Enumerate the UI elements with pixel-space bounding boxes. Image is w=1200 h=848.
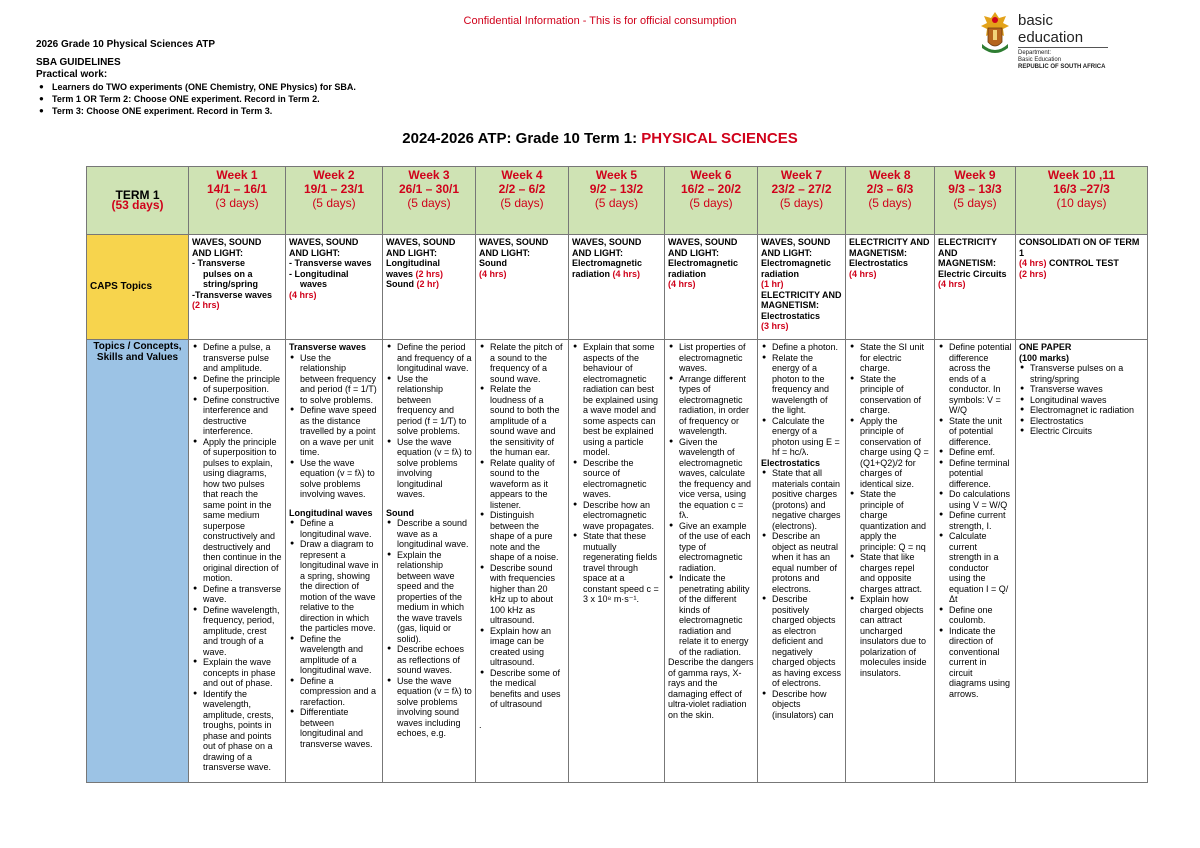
caps-text: string/spring [203, 279, 259, 289]
caps-text: - Transverse [192, 258, 246, 268]
caps-text: ELECTRICITY AND MAGNETISM: [761, 289, 842, 310]
caps-text: WAVES, SOUND AND LIGHT: [761, 237, 831, 258]
caps-cell-week-8 [846, 235, 935, 340]
topic-item: ● Relate the energy of a photon to the frequency and wavelength of the light. [761, 353, 842, 416]
week-label: Week 7 [780, 168, 823, 182]
atp-table [86, 166, 1148, 783]
topic-item: ● Define current strength, I. [938, 510, 1012, 531]
week-label: Week 1 [216, 168, 258, 182]
caps-text: WAVES, SOUND AND LIGHT: [192, 237, 262, 258]
caps-text: Electrostatics [761, 310, 821, 321]
caps-hours: (2 hr) [416, 279, 440, 289]
week-header-1 [189, 167, 286, 235]
caps-cell-week-7 [758, 235, 846, 340]
week-days: (5 days) [500, 196, 544, 210]
caps-text: Electromagnetic radiation [572, 258, 643, 279]
caps-text: Sound [386, 279, 414, 289]
week-label: Week 2 [313, 168, 355, 182]
topic-item: ● Apply the principle of superposition to pulses to explain, using diagrams, how two pulses that reach the same point in the same medium superpose constructively and destructively and then continue in the original direction of motion. [192, 437, 282, 584]
week-label: Week 10 ,11 [1047, 168, 1116, 182]
topic-item: ● Transverse waves [1019, 384, 1144, 395]
caps-cell-week-4 [476, 235, 569, 340]
caps-cell-week-9 [935, 235, 1016, 340]
topic-item: ● Explain how an image can be created using ultrasound. [479, 626, 565, 668]
topic-item: ● Calculate the energy of a photon using E = hf = hc/λ. [761, 416, 842, 458]
topic-item: ● Relate the pitch of a sound to the frequency of a sound wave. [479, 342, 565, 384]
topic-item: ● State the principle of charge quantization and apply the principle: Q = nq [849, 489, 931, 552]
week-days: (5 days) [594, 196, 639, 210]
week-header-2 [286, 167, 383, 235]
department-logo [978, 10, 1108, 70]
logo-title: basic education [1018, 12, 1084, 46]
caps-hours: (4 hrs) [938, 279, 966, 289]
caps-topics-label: CAPS Topics [87, 235, 189, 340]
topics-cell-week-4 [476, 340, 569, 783]
topic-item: ● List properties of electromagnetic waves. [668, 342, 754, 374]
topic-item: ● Define emf. [938, 447, 1012, 458]
week-dates: 19/1 – 23/1 [303, 182, 365, 196]
topic-item: ● Describe some of the medical benefits and uses of ultrasound [479, 668, 565, 710]
topic-list [849, 342, 931, 678]
week-dates: 9/3 – 13/3 [948, 182, 1002, 196]
caps-text: Longitudinal [386, 258, 440, 268]
caps-text: CONTROL TEST [1049, 258, 1119, 268]
caps-text: Electric Circuits [938, 268, 1007, 279]
topics-cell-week-6 [665, 340, 758, 783]
topic-item: ● Explain the wave concepts in phase and out of phase. [192, 657, 282, 689]
caps-cell-week-10 [1016, 235, 1148, 340]
topic-item: ● Use the relationship between frequency and period (f = 1/T) to solve problems. [289, 353, 379, 406]
caps-text: -Transverse waves [192, 289, 273, 300]
topic-item: ● Identify the wavelength, amplitude, crests, troughs, points in phase and points out of phase on a drawing of a transverse wave. [192, 689, 282, 773]
caps-text: Sound [479, 258, 507, 268]
caps-hours: (4 hrs) [849, 268, 877, 279]
topic-list [572, 342, 661, 605]
week-label: Week 5 [595, 168, 638, 182]
logo-text [1018, 12, 1108, 71]
term-header [87, 167, 189, 235]
week-days: (5 days) [312, 196, 356, 210]
caps-hours: (4 hrs) [289, 289, 317, 300]
caps-hours: (2 hrs) [192, 300, 220, 310]
topics-cell-week-1 [189, 340, 286, 783]
week-header-row [87, 167, 1148, 235]
week-dates: 14/1 – 16/1 [206, 182, 268, 196]
page-title [0, 130, 1200, 147]
topic-item: ● Draw a diagram to represent a longitudinal wave in a spring, showing the direction of motion of the wave relative to the direction in which the particles move. [289, 539, 379, 634]
caps-hours: (3 hrs) [761, 321, 789, 331]
topic-list [386, 342, 472, 500]
topic-item: ● Differentiate between longitudinal and transverse waves. [289, 707, 379, 749]
week-days: (5 days) [407, 196, 451, 210]
topic-item: ● Describe an object as neutral when it has an equal number of protons and electrons. [761, 531, 842, 594]
topic-item: ● Indicate the direction of conventional current in circuit diagrams using arrows. [938, 626, 1012, 700]
topic-item: ● Use the relationship between frequency and period (f = 1/T) to solve problems. [386, 374, 472, 437]
caps-text [1019, 258, 1144, 269]
caps-cell-week-6 [665, 235, 758, 340]
caps-text: WAVES, SOUND AND LIGHT: [386, 237, 456, 258]
week-days: (10 days) [1056, 196, 1107, 210]
topic-subheading: Longitudinal waves [289, 507, 373, 518]
caps-cell-week-1 [189, 235, 286, 340]
topic-item: ● Relate quality of sound to the waveform as it appears to the listener. [479, 458, 565, 511]
caps-hours: (2 hrs) [1019, 268, 1047, 279]
topic-item: ● Describe how objects (insulators) can [761, 689, 842, 721]
topic-subheading: Transverse waves [289, 342, 367, 352]
week-days: (5 days) [953, 196, 997, 210]
caps-hours: (4 hrs) [1019, 258, 1047, 268]
topic-item: ● Arrange different types of electromagnetic radiation, in order of frequency or wavelength. [668, 374, 754, 437]
topic-item: ● Describe echoes as reflections of sound waves. [386, 644, 472, 676]
logo-line [1018, 64, 1108, 71]
week-header-10 [1016, 167, 1148, 235]
caps-text: waves [386, 268, 414, 279]
topic-item: ● State the unit of potential difference. [938, 416, 1012, 448]
term-title: TERM 1 [115, 187, 160, 202]
topic-list [1019, 363, 1144, 437]
topics-label: Topics / Concepts, Skills and Values [87, 340, 189, 783]
week-dates: 26/1 – 30/1 [398, 182, 460, 196]
topic-list [761, 468, 842, 720]
topic-item: ● Define one coulomb. [938, 605, 1012, 626]
caps-cell-week-5 [569, 235, 665, 340]
caps-hours: (2 hrs) [415, 268, 444, 279]
caps-text: CONSOLIDATI ON OF TERM 1 [1019, 237, 1140, 258]
week-days: (3 days) [215, 196, 259, 210]
topic-item: ● Transverse pulses on a string/spring [1019, 363, 1144, 384]
caps-text [386, 269, 472, 280]
week-header-8 [846, 167, 935, 235]
topic-item: ● Define a photon. [761, 342, 842, 353]
topic-item: ● Apply the principle of conservation of charge using Q = (Q1+Q2)/2 for charges of identical size. [849, 416, 931, 490]
topic-item: ● Define terminal potential difference. [938, 458, 1012, 490]
topic-item: ● Do calculations using V = W/Q [938, 489, 1012, 510]
caps-text: WAVES, SOUND AND LIGHT: [479, 237, 549, 258]
topic-tail: Describe the dangers of gamma rays, X-rays and the damaging effect of ultra-violet radiation on the skin. [668, 657, 754, 720]
topic-item: ● Electric Circuits [1019, 426, 1144, 437]
logo-line: Basic Education [1018, 57, 1062, 63]
topic-item: ● State that all materials contain positive charges (protons) and negative charges (electrons). [761, 468, 842, 531]
topic-item: ● Explain how charged objects can attract uncharged insulators due to polarization of molecules inside insulators. [849, 594, 931, 678]
week-header-6 [665, 167, 758, 235]
topic-item: ● State that like charges repel and opposite charges attract. [849, 552, 931, 594]
topic-item: ● Define a transverse wave. [192, 584, 282, 605]
caps-text [386, 279, 472, 290]
topics-cell-week-10 [1016, 340, 1148, 783]
caps-text: Electromagnetic radiation [761, 258, 832, 279]
topic-item: ● State the SI unit for electric charge. [849, 342, 931, 374]
topic-subheading: (100 marks) [1019, 352, 1070, 363]
week-label: Week 3 [408, 168, 450, 182]
topic-list [386, 518, 472, 739]
topic-item: ● Give an example of the use of each type of electromagnetic radiation. [668, 521, 754, 574]
document-title: 2026 Grade 10 Physical Sciences ATP [36, 39, 215, 50]
week-dates: 16/3 –27/3 [1053, 182, 1110, 196]
topic-list [289, 518, 379, 749]
week-dates: 2/2 – 6/2 [498, 182, 546, 196]
topic-item: ● Define wave speed as the distance travelled by a point on a wave per unit time. [289, 405, 379, 458]
week-label: Week 9 [954, 168, 996, 182]
caps-hours: (4 hrs) [612, 268, 641, 279]
topic-item: ● Describe sound with frequencies higher than 20 kHz up to about 100 kHz as ultrasound. [479, 563, 565, 626]
topic-list [761, 342, 842, 458]
topic-item: ● Electromagnet ic radiation [1019, 405, 1144, 416]
topic-item: ● Define a longitudinal wave. [289, 518, 379, 539]
topic-item: ● Relate the loudness of a sound to both the amplitude of a sound wave and the sensitivity of the human ear. [479, 384, 565, 458]
caps-cell-week-2 [286, 235, 383, 340]
topic-tail: . [479, 719, 482, 730]
topic-item: ● Distinguish between the shape of a pure note and the shape of a noise. [479, 510, 565, 563]
week-header-4 [476, 167, 569, 235]
caps-hours: (4 hrs) [479, 268, 507, 279]
topic-subheading: ONE PAPER [1019, 342, 1072, 352]
caps-text: - Transverse waves [289, 258, 372, 268]
term-days: (53 days) [111, 198, 164, 212]
caps-text: ELECTRICITY AND MAGNETISM: [849, 237, 930, 258]
topic-item: ● Describe positively charged objects as electron deficient and negatively charged objects as having excess of electrons. [761, 594, 842, 689]
caps-topics-row [87, 235, 1148, 340]
caps-text [572, 258, 661, 279]
week-dates: 23/2 – 27/2 [771, 182, 832, 196]
topics-cell-week-5 [569, 340, 665, 783]
topic-item: ● Use the wave equation (v = fλ) to solve problems involving longitudinal waves. [386, 437, 472, 500]
topic-list [289, 353, 379, 500]
sba-bullet: ● Term 1 OR Term 2: Choose ONE experiment. Record in Term 2. [52, 93, 356, 105]
topics-cell-week-9 [935, 340, 1016, 783]
topic-item: ● Use the wave equation (v = fλ) to solve problems involving waves. [289, 458, 379, 500]
topics-cell-week-7 [758, 340, 846, 783]
caps-text: WAVES, SOUND AND LIGHT: [668, 237, 738, 258]
week-days: (5 days) [868, 196, 912, 210]
week-header-9 [935, 167, 1016, 235]
topic-item: ● Define the period and frequency of a longitudinal wave. [386, 342, 472, 374]
topic-item: ● Define a compression and a rarefaction. [289, 676, 379, 708]
week-days: (5 days) [689, 196, 733, 210]
sba-bullet: ● Term 3: Choose ONE experiment. Record in Term 3. [52, 105, 356, 117]
topic-item: ● Electrostatics [1019, 416, 1144, 427]
topic-item: ● Calculate current strength in a conductor using the equation I = Q/Δt [938, 531, 1012, 605]
caps-text: pulses on a [203, 268, 253, 279]
week-days: (5 days) [779, 196, 824, 210]
topic-list [668, 342, 754, 657]
topic-item: ● Describe the source of electromagnetic waves. [572, 458, 661, 500]
week-label: Week 6 [690, 168, 732, 182]
caps-text: ELECTRICITY AND MAGNETISM: [938, 237, 997, 268]
week-header-7 [758, 167, 846, 235]
topic-item: ● Explain the relationship between wave speed and the properties of the medium in which the wave travels (gas, liquid or solid). [386, 550, 472, 645]
topic-item: ● Indicate the penetrating ability of the different kinds of electromagnetic radiation and relate it to energy of the radiation. [668, 573, 754, 657]
week-dates: 2/3 – 6/3 [866, 182, 914, 196]
topics-cell-week-3 [383, 340, 476, 783]
week-header-5 [569, 167, 665, 235]
caps-text: WAVES, SOUND AND LIGHT: [289, 237, 359, 258]
caps-text: WAVES, SOUND AND LIGHT: [572, 237, 642, 258]
logo-line: Department: [1018, 50, 1052, 56]
week-dates: 16/2 – 20/2 [680, 182, 742, 196]
caps-cell-week-3 [383, 235, 476, 340]
topic-item: ● Longitudinal waves [1019, 395, 1144, 406]
logo-divider [1018, 47, 1108, 48]
week-dates: 9/2 – 13/2 [589, 182, 644, 196]
caps-hours: (4 hrs) [668, 279, 696, 289]
topic-list [479, 342, 565, 710]
topics-row [87, 340, 1148, 783]
topic-item: ● Define a pulse, a transverse pulse and amplitude. [192, 342, 282, 374]
confidential-banner: Confidential Information - This is for official consumption [463, 15, 737, 27]
topic-item: ● Explain that some aspects of the behaviour of electromagnetic radiation can best be explained using a wave model and some aspects can best be explained using a particle model. [572, 342, 661, 458]
sba-guidelines [36, 57, 356, 117]
topic-subheading: Electrostatics [761, 457, 821, 468]
sba-practical-label: Practical work: [36, 69, 108, 80]
topic-item: ● Define constructive interference and destructive interference. [192, 395, 282, 437]
caps-text: - Longitudinal [289, 268, 349, 279]
caps-hours: (1 hr) [761, 279, 784, 289]
sba-bullet: ● Learners do TWO experiments (ONE Chemistry, ONE Physics) for SBA. [52, 81, 356, 93]
title-prefix: 2024-2026 ATP: Grade 10 Term 1: [402, 130, 642, 147]
topic-item: ● Describe a sound wave as a longitudinal wave. [386, 518, 472, 550]
topic-list [938, 342, 1012, 699]
week-label: Week 4 [501, 168, 543, 182]
week-label: Week 8 [869, 168, 911, 182]
coat-of-arms-icon [978, 10, 1012, 56]
topics-cell-week-8 [846, 340, 935, 783]
sba-heading: SBA GUIDELINES [36, 57, 121, 68]
topic-item: ● Define the principle of superposition. [192, 374, 282, 395]
sba-bullet-list [36, 81, 356, 117]
topic-item: ● State that these mutually regenerating fields travel through space at a constant speed c = 3 x 10⁸ m·s⁻¹. [572, 531, 661, 605]
caps-text: Electrostatics [849, 258, 909, 268]
topic-item: ● Define potential difference across the ends of a conductor. In symbols: V = W/Q [938, 342, 1012, 416]
topic-list [192, 342, 282, 773]
topic-item: ● Given the wavelength of electromagnetic waves, calculate the frequency and vice versa, using the equation c = fλ. [668, 437, 754, 521]
topics-cell-week-2 [286, 340, 383, 783]
caps-text: Electromagnetic radiation [668, 258, 739, 279]
topic-item: ● Define wavelength, frequency, period, amplitude, crest and trough of a wave. [192, 605, 282, 658]
topic-item: ● Describe how an electromagnetic wave propagates. [572, 500, 661, 532]
title-subject: PHYSICAL SCIENCES [641, 130, 798, 147]
topic-item: ● Define the wavelength and amplitude of a longitudinal wave. [289, 634, 379, 676]
logo-country: REPUBLIC OF SOUTH AFRICA [1018, 64, 1106, 70]
caps-text: waves [300, 279, 328, 289]
week-header-3 [383, 167, 476, 235]
topic-item: ● Use the wave equation (v = fλ) to solve problems involving sound waves including echoes, e.g. [386, 676, 472, 739]
topic-item: ● State the principle of conservation of charge. [849, 374, 931, 416]
topic-subheading: Sound [386, 507, 414, 518]
